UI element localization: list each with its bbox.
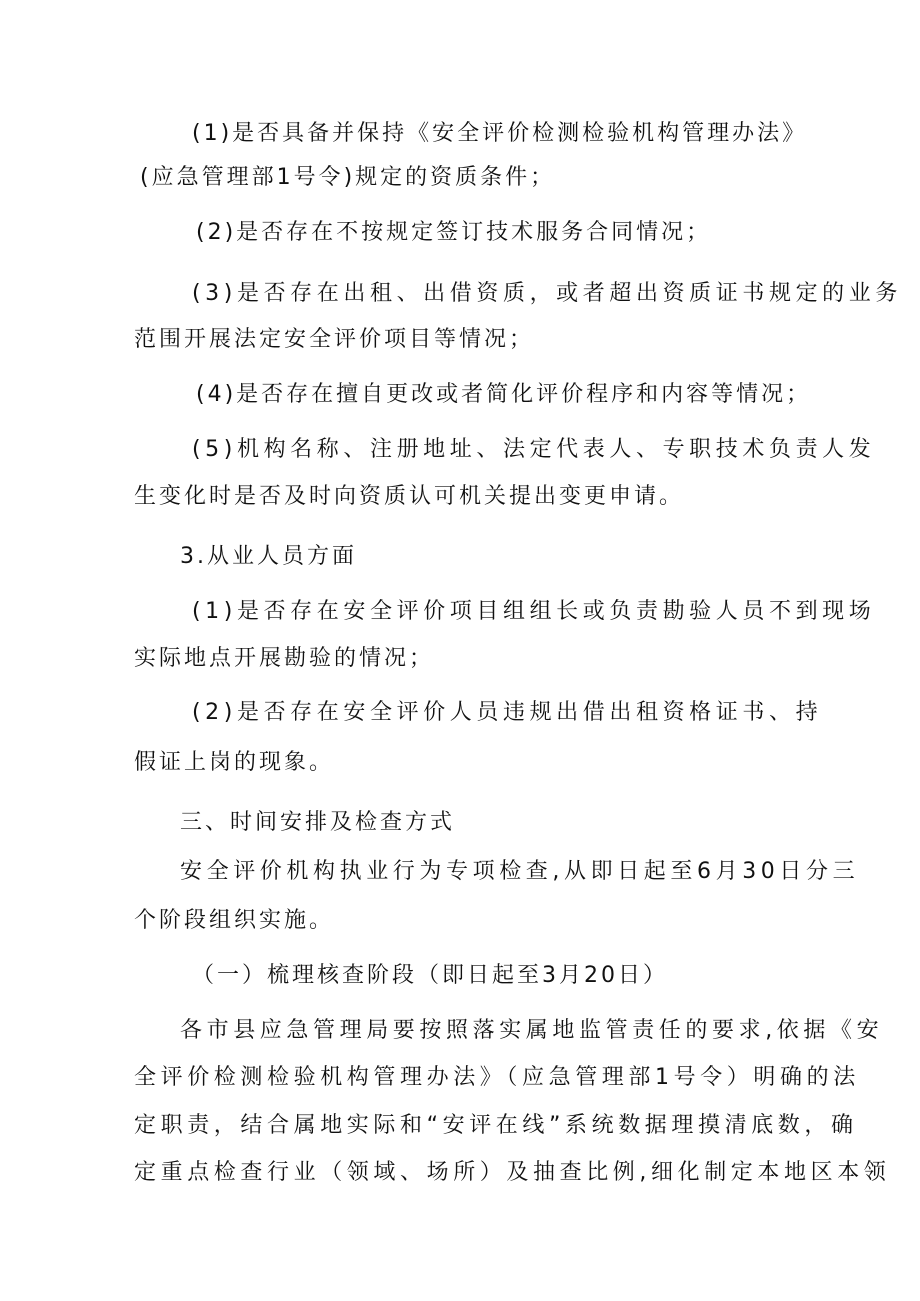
subsection-heading: （一）梳理核查阶段（即日起至3月20日）	[192, 963, 668, 988]
paragraph-line: (1)是否具备并保持《安全评价检测检验机构管理办法》	[192, 121, 808, 146]
paragraph-line: (2)是否存在安全评价人员违规出借出租资格证书、持	[192, 700, 823, 725]
paragraph-line: 安全评价机构执业行为专项检查,从即日起至6月30日分三	[180, 859, 860, 884]
paragraph-line: 定重点检查行业（领域、场所）及抽查比例,细化制定本地区本领	[134, 1160, 891, 1185]
section-heading: 三、时间安排及检查方式	[180, 810, 456, 835]
paragraph-line: 假证上岗的现象。	[134, 750, 335, 775]
paragraph-line: 实际地点开展勘验的情况；	[134, 646, 435, 671]
paragraph-line: (应急管理部1号令)规定的资质条件；	[140, 165, 556, 190]
paragraph-line: 定职责，结合属地实际和“安评在线”系统数据理摸清底数，确	[134, 1113, 858, 1138]
paragraph-line: 范围开展法定安全评价项目等情况；	[134, 327, 535, 352]
paragraph-line: 生变化时是否及时向资质认可机关提出变更申请。	[134, 484, 685, 509]
paragraph-line: (4)是否存在擅自更改或者简化评价程序和内容等情况；	[196, 382, 812, 407]
paragraph-line: (3)是否存在出租、出借资质，或者超出资质证书规定的业务	[192, 281, 902, 306]
paragraph-line: 全评价检测检验机构管理办法》（应急管理部1号令）明确的法	[134, 1065, 860, 1090]
paragraph-line: (1)是否存在安全评价项目组组长或负责勘验人员不到现场	[192, 599, 876, 624]
paragraph-line: 各市县应急管理局要按照落实属地监管责任的要求,依据《安	[180, 1018, 884, 1043]
paragraph-line: 个阶段组织实施。	[134, 908, 335, 933]
paragraph-line: (5)机构名称、注册地址、法定代表人、专职技术负责人发	[192, 437, 876, 462]
paragraph-line: (2)是否存在不按规定签订技术服务合同情况；	[196, 220, 712, 245]
section-heading: 3.从业人员方面	[180, 544, 357, 569]
